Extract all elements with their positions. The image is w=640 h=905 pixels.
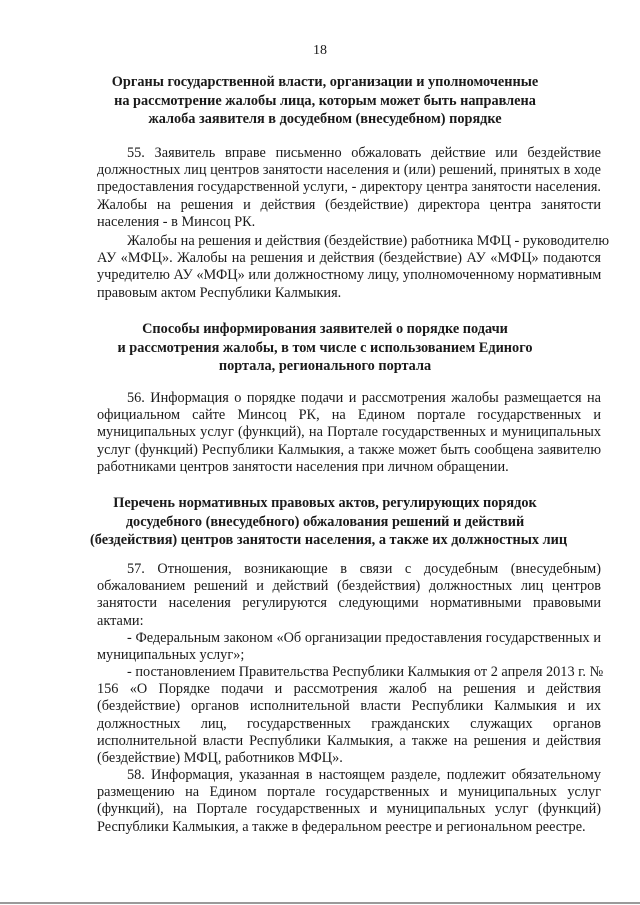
paragraph-federal-law <box>97 630 601 664</box>
text-line: исполнительной власти Республики Калмыкия, а также на решения и действия <box>97 732 601 749</box>
text-line: Республики Калмыкия, а также в федеральном реестре и региональном реестре. <box>97 818 586 835</box>
section-heading-regulatory-acts <box>90 494 568 550</box>
text-line: размещению на Едином портале государственных и муниципальных услуг <box>97 784 601 801</box>
text-line: актами: <box>97 612 144 629</box>
paragraph-government-resolution <box>97 664 604 767</box>
text-line: 55. Заявитель вправе письменно обжаловать действие или бездействие <box>127 145 601 161</box>
heading-line: Способы информирования заявителей о порядке подачи <box>142 321 508 337</box>
heading-line: и рассмотрения жалобы, в том числе с использованием Единого <box>117 339 533 356</box>
text-line: - постановлением Правительства Республики Калмыкия от 2 апреля 2013 г. № <box>127 664 604 680</box>
heading-line: Органы государственной власти, организации и уполномоченные <box>111 74 539 90</box>
paragraph-56 <box>97 390 601 476</box>
heading-line: жалоба заявителя в досудебном (внесудебном) порядке <box>148 111 502 127</box>
text-line: учредителю АУ «МФЦ» или должностному лицу, уполномоченному нормативным <box>97 267 602 284</box>
text-line: АУ «МФЦ». Жалобы на решения и действия (бездействие) АУ «МФЦ» подаются <box>97 250 601 267</box>
heading-line: на рассмотрение жалобы лица, которым может быть направлена <box>114 92 536 109</box>
text-line: (функций), на Портале государственных и муниципальных услуг (функций) <box>97 801 601 818</box>
text-line: муниципальных услуг (функций), на Портале государственных и муниципальных <box>97 424 601 441</box>
text-line: (бездействие) органов исполнительной власти Республики Калмыкия и их <box>97 698 601 715</box>
text-line: населения - в Минсоц РК. <box>97 213 256 230</box>
text-line: обжалованием решений и действий (бездействия) должностных лиц центров <box>97 578 601 595</box>
paragraph-55 <box>97 145 601 231</box>
text-line: должностных лиц, государственных гражданских служащих органов <box>97 715 601 732</box>
text-line: 156 «О Порядке подачи и рассмотрения жалоб на решения и действия <box>97 681 601 698</box>
text-line: муниципальных услуг»; <box>97 647 245 664</box>
text-line: (бездействие) МФЦ, работников МФЦ». <box>97 749 343 766</box>
text-line: должностных лиц центров занятости населения и (или) решений, принятых в ходе <box>97 162 601 179</box>
scan-bottom-edge <box>0 902 640 904</box>
paragraph-58 <box>97 767 601 836</box>
heading-line: (бездействия) центров занятости населения, а также их должностных лиц <box>90 532 568 548</box>
paragraph-mfc-complaints <box>97 233 610 302</box>
heading-line: Перечень нормативных правовых актов, регулирующих порядок <box>113 495 537 511</box>
text-line: Жалобы на решения и действия (бездействие) директора центра занятости <box>97 196 601 213</box>
text-line: - Федеральным законом «Об организации предоставления государственных и <box>127 630 601 646</box>
text-line: занятости населения регулируются следующими нормативными правовыми <box>97 595 601 612</box>
text-line: 58. Информация, указанная в настоящем разделе, подлежит обязательному <box>127 767 601 783</box>
text-line: правовым актом Республики Калмыкия. <box>97 284 342 301</box>
text-line: работниками центров занятости населения при личном обращении. <box>97 458 509 475</box>
text-line: 56. Информация о порядке подачи и рассмотрения жалобы размещается на <box>127 390 601 406</box>
heading-line: портала, регионального портала <box>218 358 432 374</box>
text-line: услуг (функций) Республики Калмыкия, а также может быть сообщена заявителю <box>97 441 601 458</box>
text-line: предоставления государственной услуги, - директору центра занятости населения. <box>97 179 601 196</box>
heading-line: досудебного (внесудебного) обжалования решений и действий <box>125 513 525 530</box>
text-line: 57. Отношения, возникающие в связи с досудебным (внесудебным) <box>127 561 601 577</box>
page-number: 18 <box>313 43 327 58</box>
section-heading-informing-methods <box>90 320 560 376</box>
text-line: официальном сайте Минсоц РК, на Едином портале государственных и <box>97 407 601 424</box>
section-heading-complaint-authorities <box>90 73 560 129</box>
text-line: Жалобы на решения и действия (бездействие) работника МФЦ - руководителю <box>127 233 610 249</box>
paragraph-57 <box>97 561 601 630</box>
